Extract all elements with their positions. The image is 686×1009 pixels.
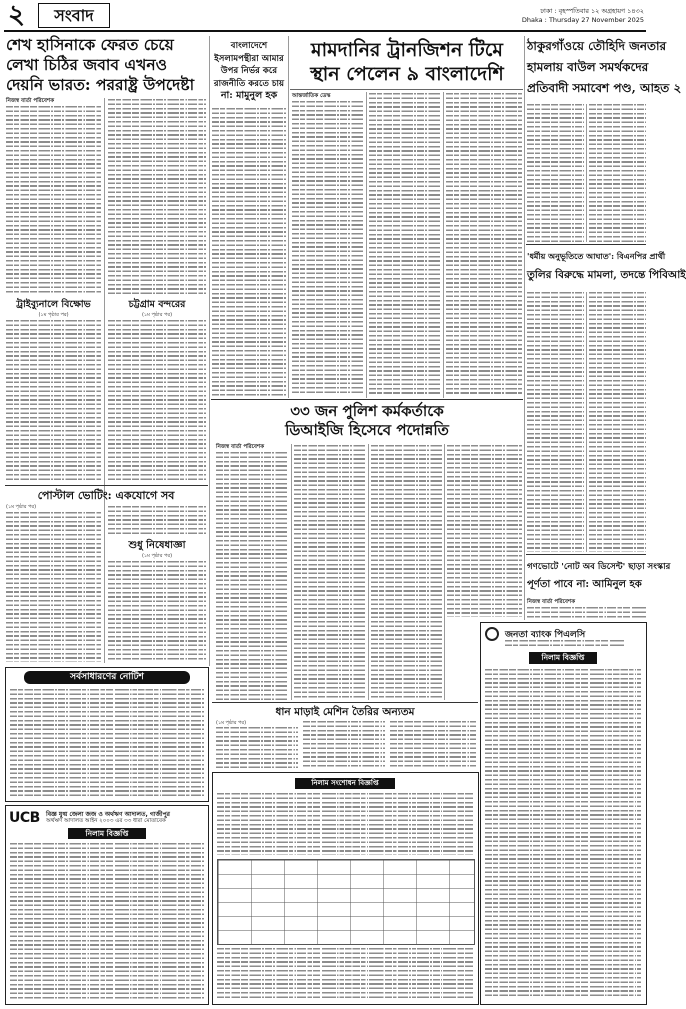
body-text-column	[6, 106, 101, 294]
column-rule	[443, 92, 444, 398]
headline-line: ইসলামপন্থীরা আমার	[214, 53, 284, 64]
headline-line: বাংলাদেশে	[230, 41, 268, 51]
column-rule	[368, 444, 369, 700]
section-rule	[5, 485, 208, 486]
headline-line: ডিআইজি হিসেবে পদোন্নতি	[285, 421, 449, 439]
headline-mamdani	[291, 38, 523, 86]
body-text-column	[212, 108, 286, 396]
byline: নিজস্ব বার্তা পরিবেশক	[216, 444, 265, 450]
headline-line: হামলায় বাউল সমর্থকদের	[527, 60, 649, 74]
ucb-auction-title: নিলাম বিজ্ঞপ্তি	[68, 828, 146, 839]
section-rule	[526, 244, 646, 245]
jump-line: (১ম পৃষ্ঠার পর)	[216, 720, 247, 726]
body-text-column	[369, 93, 441, 396]
headline-mamunul	[211, 40, 287, 103]
section-rule	[211, 399, 523, 400]
notice-text	[10, 689, 204, 797]
body-text-column	[390, 721, 476, 769]
jump-line: (১ম পৃষ্ঠার পর)	[38, 312, 69, 318]
body-text-column	[6, 512, 101, 662]
janata-bank-name: জনতা ব্যাংক পিএলসি	[505, 630, 586, 640]
headline-line: গণভোটে 'নোট অব ডিসেন্ট' ছাড়া সংস্কার	[527, 562, 671, 572]
headline-line: ৩৩ জন পুলিশ কর্মকর্তাকে	[290, 402, 444, 420]
headline-line: উপর নির্ভর করে	[220, 66, 278, 76]
byline: আন্তর্জাতিক ডেস্ক	[292, 93, 331, 99]
auction-text	[10, 843, 204, 1000]
body-text-column	[108, 561, 206, 662]
body-text-column	[527, 292, 584, 552]
headline-aminul	[527, 558, 671, 594]
janata-logo-icon	[485, 627, 499, 641]
headline-ban: শুধু নিষেধাজ্ঞা	[128, 540, 186, 551]
ucb-law-line: অর্থঋণ আদালত আইন ২০০৩ এর ৩৩ ধারা মোতাবেক	[46, 818, 166, 824]
body-text-column	[292, 101, 364, 396]
jump-line: (১ম পৃষ্ঠার পর)	[141, 312, 173, 318]
newspaper-logo: সংবাদ	[38, 3, 110, 28]
janata-bank-box	[480, 622, 647, 1005]
public-notice-box	[5, 667, 209, 802]
headline-kicker: 'ধর্মীয় অনুভূতিতে আঘাত': বিএনপির প্রার্থী	[527, 251, 666, 261]
ucb-auction-box	[5, 805, 209, 1005]
headline-police	[213, 402, 521, 440]
auction-amendment-box	[212, 772, 479, 1005]
headline-line: মামদানির ট্রানজিশন টিমে	[311, 39, 503, 61]
body-text-column	[527, 104, 584, 242]
section-rule	[526, 554, 646, 555]
headline-thresher: ধান মাড়াই মেশিন তৈরির অন্যতম	[275, 706, 415, 718]
column-rule	[586, 104, 587, 242]
column-rule	[104, 98, 105, 663]
ucb-logo: UCB	[9, 810, 40, 826]
body-text-column	[108, 99, 206, 294]
body-text-column	[108, 506, 206, 537]
headline-line: না: মামুনুল হক	[220, 90, 278, 101]
headline-line: পূর্ণতা পাবে না: আমিনুল হক	[527, 579, 642, 590]
column-rule	[586, 292, 587, 552]
column-rule	[209, 36, 210, 666]
jump-line: (১ম পৃষ্ঠার পর)	[6, 504, 37, 510]
headline-rule	[290, 89, 523, 90]
headline-tribunal: ট্রাইব্যুনালে বিক্ষোভ	[16, 299, 91, 310]
column-rule	[524, 36, 525, 620]
body-text-column	[216, 727, 298, 769]
body-text-column	[527, 607, 646, 619]
byline: নিজস্ব বার্তা পরিবেশক	[527, 599, 576, 605]
janata-auction-title: নিলাম বিজ্ঞপ্তি	[529, 652, 597, 664]
body-text-column	[216, 452, 288, 700]
headline-hasina	[6, 35, 206, 95]
section-rule	[212, 702, 478, 703]
body-text-column	[446, 93, 522, 396]
body-text-column	[447, 445, 522, 617]
body-text-column	[108, 320, 206, 482]
headline-line: স্থান পেলেন ৯ বাংলাদেশি	[310, 63, 504, 85]
body-text-column	[371, 445, 442, 700]
headline-line: রাজনীতি করতে চায়	[213, 78, 285, 89]
headline-tuli	[527, 247, 686, 285]
headline-thakurgaon	[527, 36, 682, 99]
headline-line: শেখ হাসিনাকে ফেরত চেয়ে	[6, 35, 174, 54]
auction-text	[217, 948, 473, 1000]
body-text-column	[589, 104, 646, 242]
auction-text	[217, 793, 473, 855]
date-bengali: ঢাকা : বৃহস্পতিবার ১২ অগ্রহায়ণ ১৪৩২	[540, 7, 644, 15]
body-text-column	[294, 445, 366, 700]
headline-line: লেখা চিঠির জবাব এখনও	[6, 55, 167, 74]
auction-table	[217, 859, 475, 945]
jump-line: (১ম পৃষ্ঠার পর)	[141, 553, 173, 559]
address-text	[505, 640, 625, 648]
page-number: ২	[8, 0, 25, 30]
headline-line: তুলির বিরুদ্ধে মামলা, তদন্তে পিবিআই	[527, 269, 686, 281]
headline-line: দেয়নি ভারত: পররাষ্ট্র উপদেষ্টা	[6, 75, 195, 94]
masthead-rule	[4, 30, 646, 32]
ucb-court-line: বিজ্ঞ যুগ্ম জেলা জজ ও অর্থঋণ আদালত, গাজীপুর	[46, 811, 170, 818]
public-notice-title: সর্বসাধারণের নোটিশ	[24, 671, 190, 684]
date-english: Dhaka : Thursday 27 November 2025	[521, 16, 644, 24]
headline-postal: পোস্টাল ভোটিং: একযোগে সব	[37, 489, 175, 502]
headline-line: প্রতিবাদী সমাবেশ পণ্ড, আহত ২	[527, 81, 682, 95]
auction-text	[485, 669, 641, 999]
column-rule	[366, 92, 367, 398]
column-rule	[291, 444, 292, 700]
headline-line: ঠাকুরগাঁওয়ে তৌহিদি জনতার	[527, 39, 667, 53]
byline: নিজস্ব বার্তা পরিবেশক	[6, 98, 55, 104]
column-rule	[288, 36, 289, 398]
body-text-column	[589, 292, 646, 552]
column-rule	[444, 444, 445, 700]
body-text-column	[6, 320, 101, 482]
headline-ctg-port: চট্টগ্রাম বন্দরের	[128, 299, 186, 310]
body-text-column	[303, 721, 385, 769]
auction-amendment-title: নিলাম সংশোধন বিজ্ঞপ্তি	[295, 778, 395, 789]
